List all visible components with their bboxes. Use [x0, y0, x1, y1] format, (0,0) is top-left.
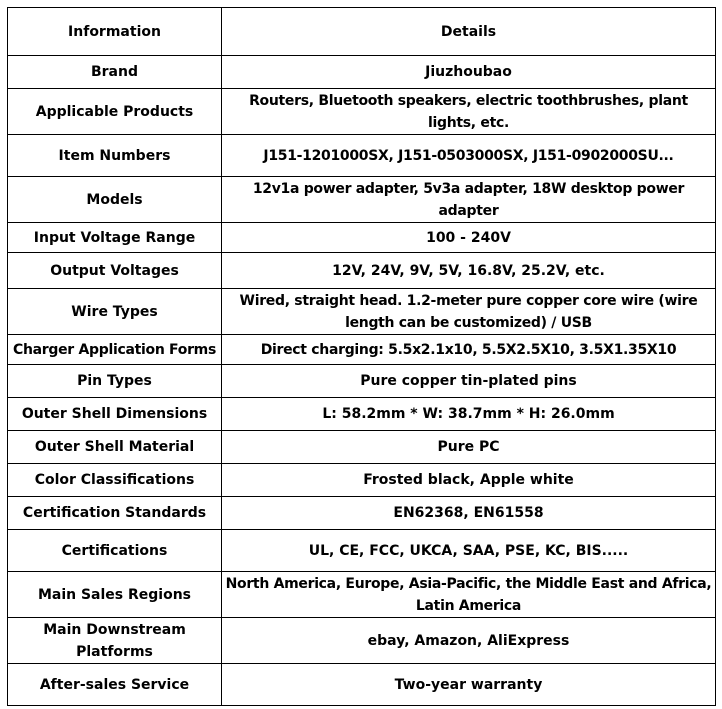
row-label: Color Classifications	[8, 464, 222, 497]
table-row	[8, 464, 716, 497]
table-row	[8, 618, 716, 664]
row-value: UL, CE, FCC, UKCA, SAA, PSE, KC, BIS.....	[222, 530, 716, 572]
table-row	[8, 664, 716, 706]
spec-table	[7, 7, 716, 706]
header-row	[8, 8, 716, 56]
table-row	[8, 177, 716, 223]
row-value: EN62368, EN61558	[222, 497, 716, 530]
row-label: Brand	[8, 56, 222, 89]
row-label: Models	[8, 177, 222, 223]
row-value: ebay, Amazon, AliExpress	[222, 618, 716, 664]
row-value: L: 58.2mm * W: 38.7mm * H: 26.0mm	[222, 398, 716, 431]
row-label: Output Voltages	[8, 253, 222, 289]
table-row	[8, 431, 716, 464]
row-label: Main Downstream Platforms	[8, 618, 222, 664]
row-value: Pure copper tin-plated pins	[222, 365, 716, 398]
row-value: J151-1201000SX, J151-0503000SX, J151-0902000SU...	[222, 135, 716, 177]
row-label: Applicable Products	[8, 89, 222, 135]
row-label: Input Voltage Range	[8, 223, 222, 253]
row-label: Certification Standards	[8, 497, 222, 530]
row-value: North America, Europe, Asia-Pacific, the Middle East and Africa, Latin America	[222, 572, 716, 618]
row-value: Two-year warranty	[222, 664, 716, 706]
table-row	[8, 530, 716, 572]
row-label: Pin Types	[8, 365, 222, 398]
row-value: 100 - 240V	[222, 223, 716, 253]
row-value: Pure PC	[222, 431, 716, 464]
row-label: Outer Shell Dimensions	[8, 398, 222, 431]
row-value: Direct charging: 5.5x2.1x10, 5.5X2.5X10, 3.5X1.35X10	[222, 335, 716, 365]
row-label: Item Numbers	[8, 135, 222, 177]
table-row	[8, 365, 716, 398]
row-label: Charger Application Forms	[8, 335, 222, 365]
table-row	[8, 572, 716, 618]
table-row	[8, 335, 716, 365]
table-row	[8, 135, 716, 177]
table-row	[8, 398, 716, 431]
row-label: Outer Shell Material	[8, 431, 222, 464]
row-value: 12v1a power adapter, 5v3a adapter, 18W desktop power adapter	[222, 177, 716, 223]
header-information: Information	[8, 8, 222, 56]
row-label: Main Sales Regions	[8, 572, 222, 618]
row-label: After-sales Service	[8, 664, 222, 706]
table-row	[8, 289, 716, 335]
row-value: Frosted black, Apple white	[222, 464, 716, 497]
row-value: 12V, 24V, 9V, 5V, 16.8V, 25.2V, etc.	[222, 253, 716, 289]
row-label: Certifications	[8, 530, 222, 572]
table-row	[8, 253, 716, 289]
header-details: Details	[222, 8, 716, 56]
row-label: Wire Types	[8, 289, 222, 335]
row-value: Jiuzhoubao	[222, 56, 716, 89]
table-row	[8, 497, 716, 530]
table-row	[8, 89, 716, 135]
row-value: Wired, straight head. 1.2-meter pure copper core wire (wire length can be customized) / USB	[222, 289, 716, 335]
row-value: Routers, Bluetooth speakers, electric toothbrushes, plant lights, etc.	[222, 89, 716, 135]
table-row	[8, 223, 716, 253]
table-row	[8, 56, 716, 89]
